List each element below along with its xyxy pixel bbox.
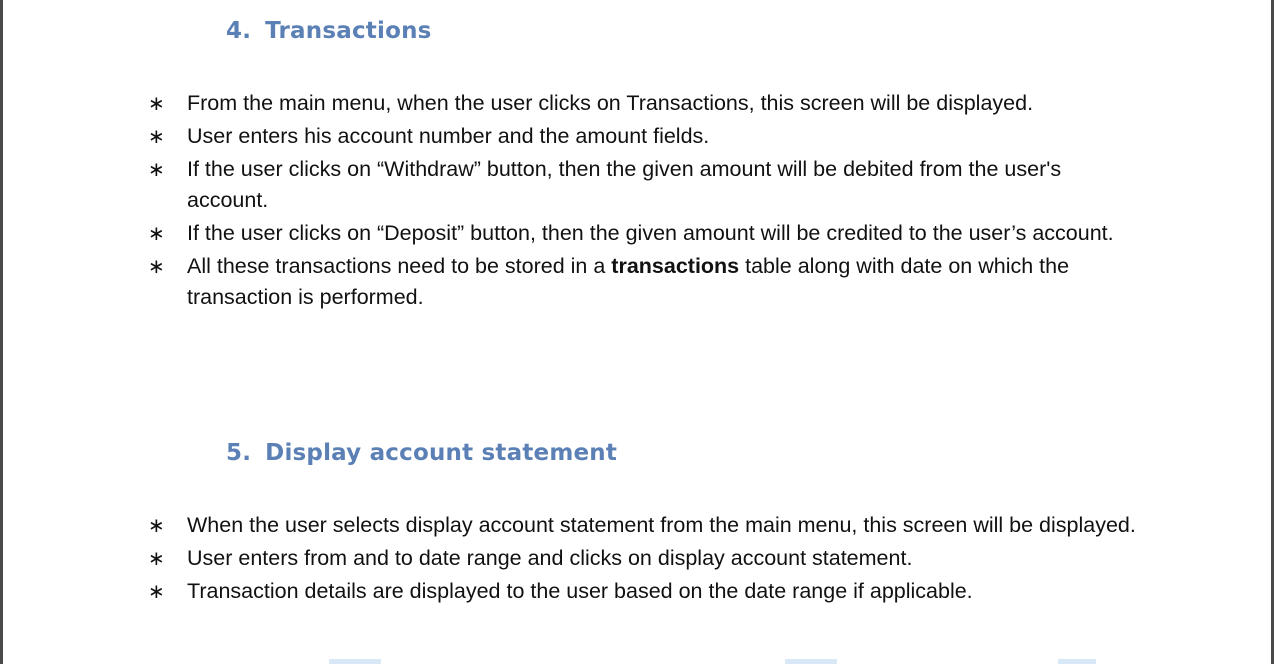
bullet-text: If the user clicks on “Deposit” button, then the given amount will be credited to the user’s account. <box>187 221 1114 245</box>
section-number: 4. <box>226 18 252 44</box>
selection-highlight <box>329 659 381 664</box>
section-number: 5. <box>226 440 252 466</box>
selection-highlight <box>785 659 837 664</box>
bullet-text-post: table along with date on which the transaction is performed. <box>187 254 1070 309</box>
bullet-asterisk-icon: ∗ <box>148 93 165 115</box>
selection-highlight <box>1058 659 1096 664</box>
list-item <box>148 154 1138 216</box>
bullet-asterisk-icon: ∗ <box>148 548 165 570</box>
bullet-text-pre: All these transactions need to be stored in a <box>187 254 612 278</box>
list-item <box>148 576 1138 607</box>
bullet-text: User enters from and to date range and clicks on display account statement. <box>187 546 913 570</box>
bullet-asterisk-icon: ∗ <box>148 581 165 603</box>
list-item <box>148 543 1138 574</box>
section-heading-display-account-statement <box>226 440 617 466</box>
section-title: Display account statement <box>265 440 618 466</box>
bullet-text-bold: transactions <box>611 254 740 278</box>
bullet-asterisk-icon: ∗ <box>148 223 165 245</box>
list-item <box>148 251 1138 313</box>
bullet-text: From the main menu, when the user clicks on Transactions, this screen will be displayed. <box>187 91 1034 115</box>
bullet-asterisk-icon: ∗ <box>148 159 165 181</box>
bullet-asterisk-icon: ∗ <box>148 256 165 278</box>
section-title: Transactions <box>265 18 432 44</box>
bullet-text: When the user selects display account statement from the main menu, this screen will be displayed. <box>187 513 1136 537</box>
bullet-asterisk-icon: ∗ <box>148 126 165 148</box>
bullet-text: If the user clicks on “Withdraw” button, then the given amount will be debited from the user's account. <box>187 157 1062 212</box>
list-item <box>148 218 1138 249</box>
section-heading-transactions <box>226 18 432 44</box>
statement-bullet-list <box>148 510 1138 609</box>
bullet-asterisk-icon: ∗ <box>148 515 165 537</box>
transactions-bullet-list <box>148 88 1138 315</box>
page-edge-left <box>0 0 3 664</box>
bullet-text: User enters his account number and the amount fields. <box>187 124 710 148</box>
list-item <box>148 510 1138 541</box>
list-item <box>148 121 1138 152</box>
bullet-text: Transaction details are displayed to the user based on the date range if applicable. <box>187 579 973 603</box>
list-item <box>148 88 1138 119</box>
